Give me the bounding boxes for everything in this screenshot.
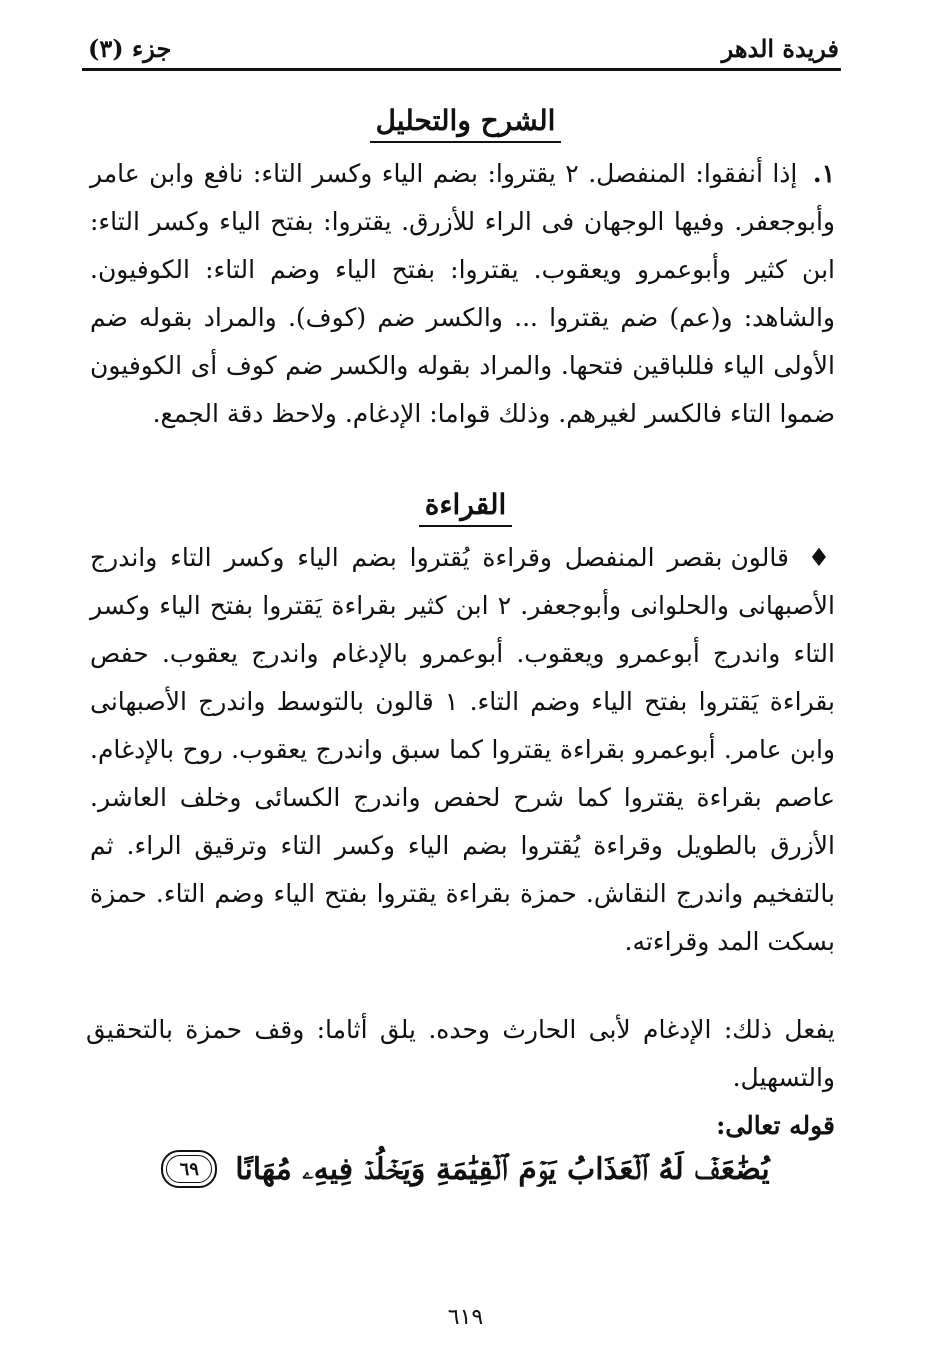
explanation-heading bbox=[0, 104, 931, 137]
reading-heading bbox=[0, 488, 931, 521]
book-title: فريدة الدهر bbox=[721, 33, 839, 63]
running-header bbox=[88, 28, 839, 68]
verse-text: يُضَٰعَفۡ لَهُ ٱلۡعَذَابُ يَوۡمَ ٱلۡقِيَٰمَةِ وَيَخۡلُدۡ فِيهِۦ مُهَانًا bbox=[235, 1151, 770, 1187]
diamond-bullet-icon: ♦ bbox=[807, 543, 836, 572]
part-label: جزء (٣) bbox=[88, 33, 172, 63]
ayah-number: ٦٩ bbox=[179, 1158, 199, 1180]
explanation-paragraph bbox=[90, 150, 835, 438]
explanation-number: ١. bbox=[812, 159, 835, 188]
note-line-2: قوله تعالى: bbox=[716, 1111, 835, 1140]
header-rule bbox=[82, 68, 841, 71]
page-number: ٦١٩ bbox=[447, 1305, 484, 1330]
explanation-heading-text: الشرح والتحليل bbox=[370, 104, 562, 143]
explanation-text: إذا أنفقوا: المنفصل. ٢ يقتروا: بضم الياء وكسر التاء: نافع وابن عامر وأبوجعفر. وفيها الوجهان فى الراء للأزرق. يقتروا: بفتح الياء وكسر التاء: ابن كثير وأبوعمرو ويعقوب. يقتروا: بفتح الياء وضم التاء: الكوفيون. والشاهد: و(عم) ضم يقتروا ... والكسر ضم (كوف). والمراد بقوله ضم الأولى الياء فللباقين فتحها. والمراد بقوله والكسر ضم كوف أى الكوفيون ضموا التاء فالكسر لغيرهم. وذلك قواما: الإدغام. ولاحظ دقة الجمع. bbox=[90, 159, 835, 428]
note-paragraph bbox=[86, 1006, 835, 1150]
reading-paragraph bbox=[90, 534, 835, 966]
reading-heading-text: القراءة bbox=[419, 488, 513, 527]
ayah-number-badge bbox=[161, 1150, 217, 1188]
note-line-1: يفعل ذلك: الإدغام لأبى الحارث وحده. يلق أثاما: وقف حمزة بالتحقيق والتسهيل. bbox=[86, 1015, 835, 1092]
reading-text: قالون بقصر المنفصل وقراءة يُقتروا بضم الياء وكسر التاء واندرج الأصبهانى والحلوانى وأبوجعفر. ٢ ابن كثير بقراءة يَقتروا بفتح الياء وكسر التاء واندرج أبوعمرو ويعقوب. أبوعمرو بالإدغام واندرج يعقوب. حفص بقراءة يَقتروا بفتح الياء وضم التاء. ١ قالون بالتوسط واندرج الأصبهانى وابن عامر. أبوعمرو بقراءة يقتروا كما سبق واندرج يعقوب. روح بالإدغام. عاصم بقراءة يقتروا كما شرح لحفص واندرج الكسائى وخلف العاشر. الأزرق بالطويل وقراءة يُقتروا بضم الياء وكسر التاء وترقيق الراء. ثم بالتفخيم واندرج النقاش. حمزة بقراءة يقتروا بفتح الياء وضم التاء. حمزة بسكت المد وقراءته. bbox=[90, 543, 835, 956]
quran-verse bbox=[140, 1150, 791, 1188]
